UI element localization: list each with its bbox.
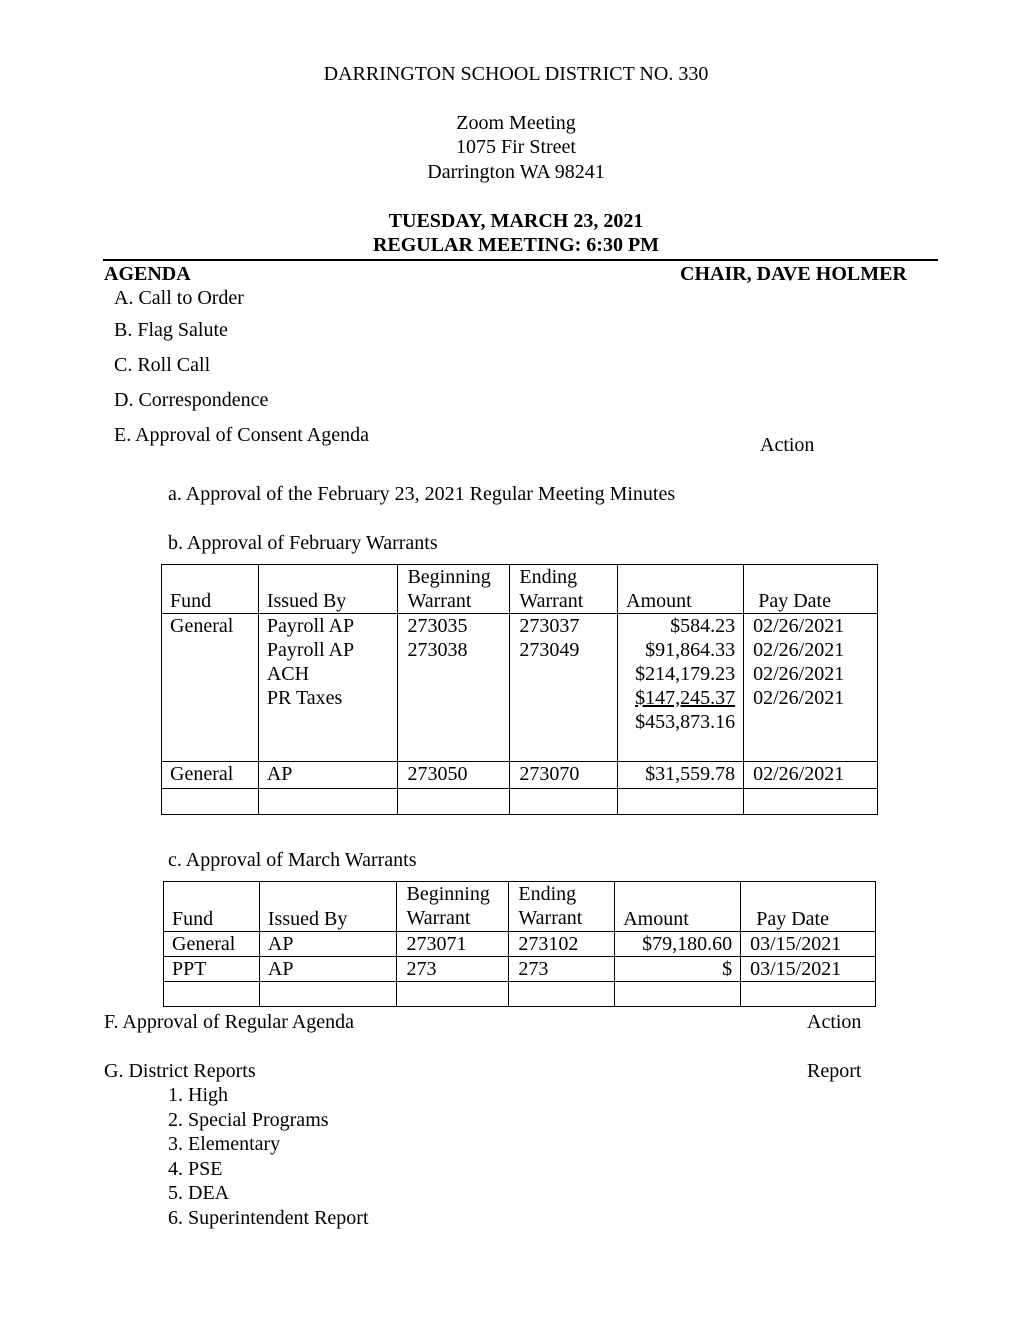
regular-agenda-action: Action: [807, 1011, 862, 1033]
table-row: [164, 957, 876, 982]
beginning-warrant-cell: 273035 273038: [398, 614, 510, 762]
header-amount: Amount: [618, 565, 744, 614]
item-roll-call: C. Roll Call: [114, 354, 211, 376]
amount-cell: $31,559.78: [618, 762, 744, 789]
report-special-programs: 2. Special Programs: [168, 1109, 329, 1131]
district-reports-type: Report: [807, 1060, 862, 1082]
ending-warrant-cell: 273037 273049: [510, 614, 618, 762]
item-march-warrants: c. Approval of March Warrants: [168, 849, 417, 871]
header-pay-date: Pay Date: [744, 565, 878, 614]
header-issued-by: Issued By: [258, 565, 398, 614]
february-warrants-table: [161, 564, 878, 815]
item-call-to-order: A. Call to Order: [114, 287, 244, 309]
item-consent-agenda: E. Approval of Consent Agenda: [114, 424, 369, 446]
report-elementary: 3. Elementary: [168, 1133, 281, 1155]
item-correspondence: D. Correspondence: [114, 389, 269, 411]
header-divider: [103, 259, 938, 261]
header-beginning-warrant: Beginning Warrant: [398, 565, 510, 614]
meeting-location-line-2: 1075 Fir Street: [456, 136, 576, 158]
consent-agenda-action: Action: [760, 434, 815, 456]
ending-warrant-cell: 273102: [509, 932, 615, 957]
amount-cell: $79,180.60: [615, 932, 741, 957]
issued-by-cell: AP: [259, 932, 397, 957]
fund-cell: General: [162, 614, 259, 762]
header-amount: Amount: [615, 882, 741, 932]
table-row-empty: [164, 982, 876, 1007]
issued-by-cell: AP: [259, 957, 397, 982]
header-fund: Fund: [162, 565, 259, 614]
table-header-row: [162, 565, 878, 614]
pay-date-cell: 02/26/2021 02/26/2021 02/26/2021 02/26/2021: [744, 614, 878, 762]
amount-cell: $584.23 $91,864.33 $214,179.23 $147,245.37 $453,873.16: [618, 614, 744, 762]
pay-date-cell: 03/15/2021: [741, 932, 876, 957]
beginning-warrant-cell: 273050: [398, 762, 510, 789]
meeting-location-line-1: Zoom Meeting: [456, 112, 576, 134]
ending-warrant-cell: 273070: [510, 762, 618, 789]
meeting-date: TUESDAY, MARCH 23, 2021: [388, 210, 644, 232]
pay-date-cell: 02/26/2021: [744, 762, 878, 789]
item-approval-minutes: a. Approval of the February 23, 2021 Regular Meeting Minutes: [168, 483, 676, 505]
fund-cell: General: [162, 762, 259, 789]
beginning-warrant-cell: 273071: [397, 932, 509, 957]
meeting-location-line-3: Darrington WA 98241: [427, 161, 605, 183]
district-name: DARRINGTON SCHOOL DISTRICT NO. 330: [323, 63, 709, 85]
header-ending-warrant: Ending Warrant: [509, 882, 615, 932]
header-pay-date: Pay Date: [741, 882, 876, 932]
fund-cell: PPT: [164, 957, 260, 982]
header-fund: Fund: [164, 882, 260, 932]
report-dea: 5. DEA: [168, 1182, 230, 1204]
meeting-type-time: REGULAR MEETING: 6:30 PM: [372, 234, 660, 256]
chair-label: CHAIR, DAVE HOLMER: [680, 263, 907, 285]
header-beginning-warrant: Beginning Warrant: [397, 882, 509, 932]
table-row: [164, 932, 876, 957]
report-high: 1. High: [168, 1084, 228, 1106]
item-february-warrants: b. Approval of February Warrants: [168, 532, 438, 554]
table-header-row: [164, 882, 876, 932]
header-ending-warrant: Ending Warrant: [510, 565, 618, 614]
table-row: [162, 614, 878, 762]
header-issued-by: Issued By: [259, 882, 397, 932]
item-regular-agenda: F. Approval of Regular Agenda: [104, 1011, 355, 1033]
report-pse: 4. PSE: [168, 1158, 223, 1180]
beginning-warrant-cell: 273: [397, 957, 509, 982]
item-district-reports: G. District Reports: [104, 1060, 256, 1082]
report-superintendent: 6. Superintendent Report: [168, 1207, 369, 1229]
agenda-label: AGENDA: [104, 263, 191, 285]
fund-cell: General: [164, 932, 260, 957]
march-warrants-table: [163, 881, 876, 1007]
table-row-empty: [162, 789, 878, 815]
pay-date-cell: 03/15/2021: [741, 957, 876, 982]
issued-by-cell: AP: [258, 762, 398, 789]
issued-by-cell: Payroll AP Payroll AP ACH PR Taxes: [258, 614, 398, 762]
table-row: [162, 762, 878, 789]
item-flag-salute: B. Flag Salute: [114, 319, 228, 341]
amount-cell: $: [615, 957, 741, 982]
ending-warrant-cell: 273: [509, 957, 615, 982]
